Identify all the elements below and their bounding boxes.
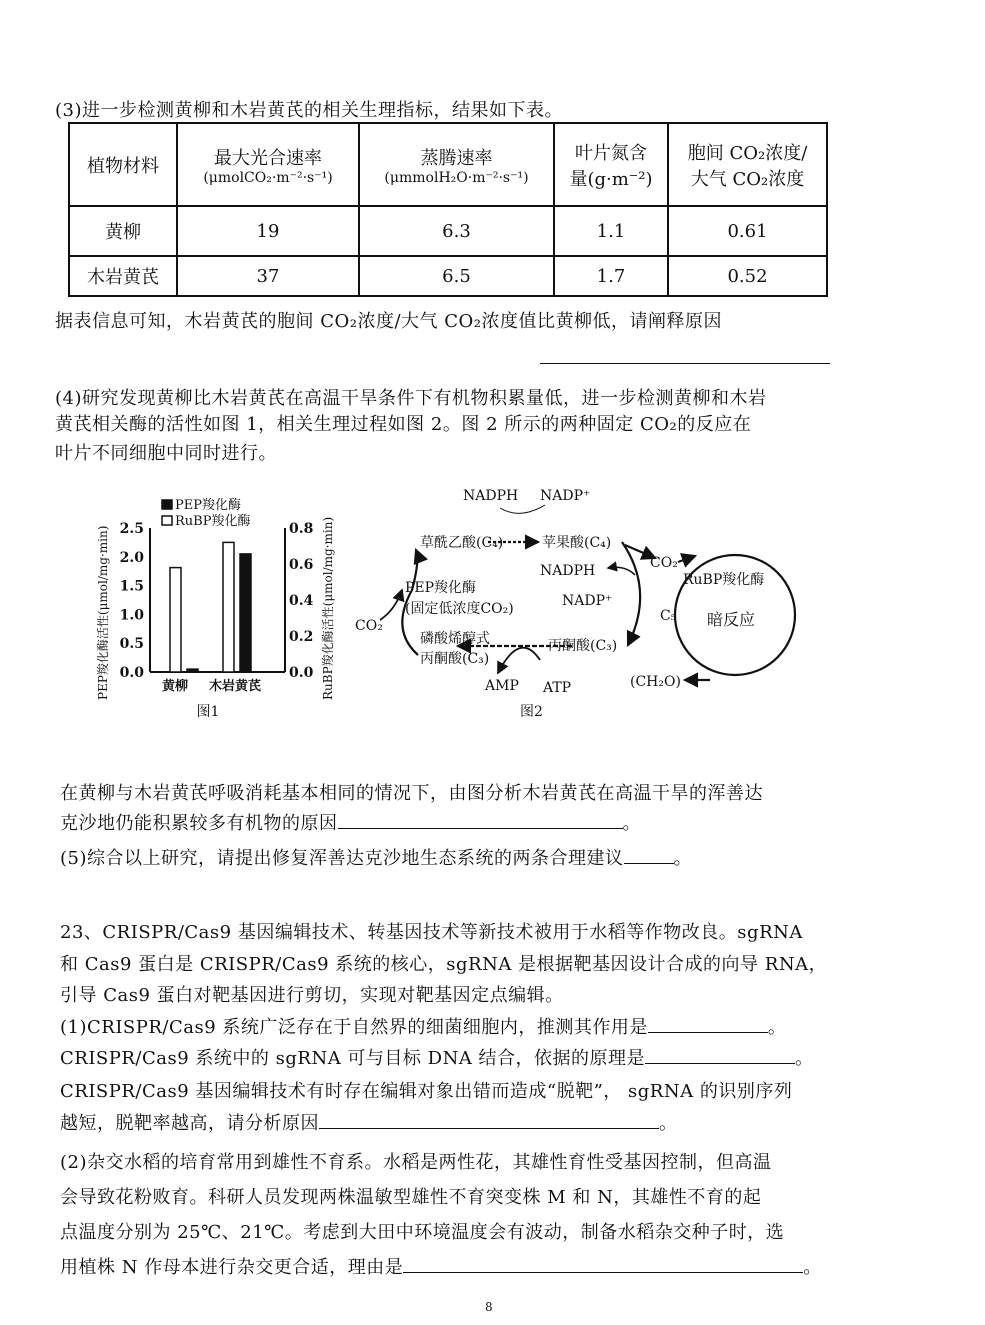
cell: 0.61 [668,206,827,256]
y-tick-left: 1.0 [119,607,144,624]
legend-swatch [162,516,172,525]
question-text: (1)CRISPR/Cas9 系统广泛存在于自然界的细菌细胞内，推测其作用是 [60,1017,648,1038]
label-nadph: NADPH [540,563,596,579]
cell: 37 [177,256,359,296]
q23-p1: CRISPR/Cas9 基因编辑技术有时存在编辑对象出错而造成“脱靶”， sgRNA 的识别序列 [60,1081,793,1102]
answer-blank[interactable] [338,827,623,829]
label-nadp: NADP⁺ [562,593,613,609]
label-oxaloacetate: 草酰乙酸(C₄) [420,535,504,551]
answer-blank[interactable] [624,862,674,864]
label-atp: ATP [543,680,572,696]
q23-p2: 点温度分别为 25℃、21℃。考虑到大田中环境温度会有波动，制备水稻杂交种子时，选 [60,1222,785,1243]
table-row [69,206,827,256]
q4-line: 叶片不同细胞中同时进行。 [55,443,277,464]
figure2-diagram [350,480,810,725]
y-axis-label-left: PEP羧化酶活性(μmol/mg·min) [96,525,110,700]
q5-line: (5)综合以上研究，请提出修复浑善达克沙地生态系统的两条合理建议 。 [60,848,692,869]
figure2-caption: 图2 [520,704,543,720]
label-rubp-enzyme: RuBP羧化酶 [683,572,765,588]
legend-swatch [162,500,172,509]
question-text: 克沙地仍能积累较多有机物的原因 [60,813,338,834]
header-photosynthesis [177,123,359,206]
header-text: 最大光合速率 [214,147,322,169]
q23-p2: (2)杂交水稻的培育常用到雄性不育系。水稻是两性花，其雄性育性受基因控制，但高温 [60,1152,772,1173]
q4-question-line: 克沙地仍能积累较多有机物的原因 。 [60,813,641,834]
y-tick-right: 0.6 [289,557,314,573]
label-pep: 磷酸烯醇式 [420,631,490,647]
header-unit: 大气 CO₂浓度 [690,168,805,190]
x-tick-label: 黄柳 [161,679,189,694]
question-text: 用植株 N 作母本进行杂交更合适，理由是 [60,1257,404,1278]
legend-label: RuBP羧化酶 [175,514,251,529]
answer-blank[interactable] [645,1062,795,1064]
question-text: 越短，脱靶率越高，请分析原因 [60,1113,319,1134]
bar-pep [240,554,251,672]
label-co2-left: CO₂ [355,618,383,634]
header-unit: (μmmolH₂O·m⁻²·s⁻¹) [384,169,529,186]
cell: 0.52 [668,256,827,296]
label-pep-enzyme: PEP羧化酶 [405,580,477,596]
cell: 6.5 [359,256,554,296]
bar-pep [187,669,198,672]
question-text: CRISPR/Cas9 系统中的 sgRNA 可与目标 DNA 结合，依据的原理是 [60,1048,646,1069]
q4-question-line: 在黄柳与木岩黄芪呼吸消耗基本相同的情况下，由图分析木岩黄芪在高温干旱的浑善达 [60,783,763,804]
q23-intro: 引导 Cas9 蛋白对靶基因进行剪切，实现对靶基因定点编辑。 [60,985,564,1006]
malate-to-pyruvate-arrow [622,542,640,645]
co2-fix-arrow [380,590,402,620]
label-pyruvate: 丙酮酸(C₃) [548,638,618,654]
header-plant: 植物材料 [69,123,177,206]
label-nadp-top: NADP⁺ [540,488,591,504]
header-unit: (μmolCO₂·m⁻²·s⁻¹) [203,169,333,186]
y-tick-right: 0.0 [289,665,314,681]
nadph-arrow [500,505,545,513]
bar-rubp [170,568,181,672]
x-tick-label: 木岩黄芪 [208,679,262,694]
co2-to-cycle-arrow [678,556,695,562]
y-tick-left: 0.5 [119,636,144,653]
y-tick-right: 0.4 [289,593,314,609]
y-tick-left: 1.5 [119,578,144,595]
y-tick-left: 2.5 [119,521,144,537]
q23-intro: 23、CRISPR/Cas9 基因编辑技术、转基因技术等新技术被用于水稻等作物改良。sgRNA [60,922,803,943]
header-unit: 量(g·m⁻²) [569,168,653,190]
answer-blank[interactable] [648,1031,768,1033]
label-nadph-top: NADPH [463,488,519,504]
page-number: 8 [485,1300,493,1314]
q3-intro: (3)进一步检测黄柳和木岩黄芪的相关生理指标，结果如下表。 [55,100,563,121]
label-c5: C₅ [660,608,677,624]
answer-blank[interactable] [540,362,830,364]
legend-label: PEP羧化酶 [175,498,241,513]
q4-line: (4)研究发现黄柳比木岩黄芪在高温干旱条件下有机物积累量低，进一步检测黄柳和木岩 [55,388,767,409]
header-co2-ratio [668,123,827,206]
y-tick-right: 0.8 [289,521,314,537]
figure1-chart [90,480,350,725]
q3-question: 据表信息可知，木岩黄芪的胞间 CO₂浓度/大气 CO₂浓度值比黄柳低，请阐释原因 [55,311,722,332]
cell: 黄柳 [69,206,177,256]
table-row [69,256,827,296]
header-transpiration [359,123,554,206]
q23-p1: (1)CRISPR/Cas9 系统广泛存在于自然界的细菌细胞内，推测其作用是 。 [60,1017,787,1038]
cell: 19 [177,206,359,256]
label-pep-note: (固定低浓度CO₂) [405,601,514,617]
label-amp: AMP [485,678,519,694]
answer-blank[interactable] [403,1271,803,1273]
y-tick-left: 0.0 [119,665,144,681]
chart-title: 图1 [196,704,220,720]
bar-rubp [223,542,234,672]
cell: 木岩黄芪 [69,256,177,296]
cell: 1.7 [554,256,668,296]
q23-p2: 用植株 N 作母本进行杂交更合适，理由是 。 [60,1257,822,1278]
q23-p2: 会导致花粉败育。科研人员发现两株温敏型雄性不育突变株 M 和 N，其雄性不育的起 [60,1187,762,1208]
data-table [68,122,828,297]
q23-p1: 越短，脱靶率越高，请分析原因 。 [60,1113,678,1134]
header-text: 胞间 CO₂浓度/ [687,142,808,164]
label-malate: 苹果酸(C₄) [542,535,612,551]
question-text: (5)综合以上研究，请提出修复浑善达克沙地生态系统的两条合理建议 [60,848,624,869]
answer-blank[interactable] [319,1127,659,1129]
header-nitrogen [554,123,668,206]
q23-p1: CRISPR/Cas9 系统中的 sgRNA 可与目标 DNA 结合，依据的原理是 。 [60,1048,814,1069]
atp-amp-arrow [498,648,540,673]
label-co2-right: CO₂ [650,555,678,571]
label-ch2o: (CH₂O) [630,674,681,690]
q4-line: 黄芪相关酶的活性如图 1，相关生理过程如图 2。图 2 所示的两种固定 CO₂的反应在 [55,414,752,435]
nadph-out-arrow [608,567,635,575]
header-text: 叶片氮含 [575,142,647,164]
header-text: 蒸腾速率 [420,147,493,169]
y-axis-label-right: RuBP羧化酶活性(μmol/mg·min) [321,516,335,700]
y-tick-left: 2.0 [119,549,144,566]
label-dark-reaction: 暗反应 [707,610,756,629]
y-tick-right: 0.2 [289,629,314,645]
q23-intro: 和 Cas9 蛋白是 CRISPR/Cas9 系统的核心，sgRNA 是根据靶基因设计合成的向导 RNA， [60,954,828,975]
cell: 6.3 [359,206,554,256]
label-pep: 丙酮酸(C₃) [420,651,490,667]
cell: 1.1 [554,206,668,256]
